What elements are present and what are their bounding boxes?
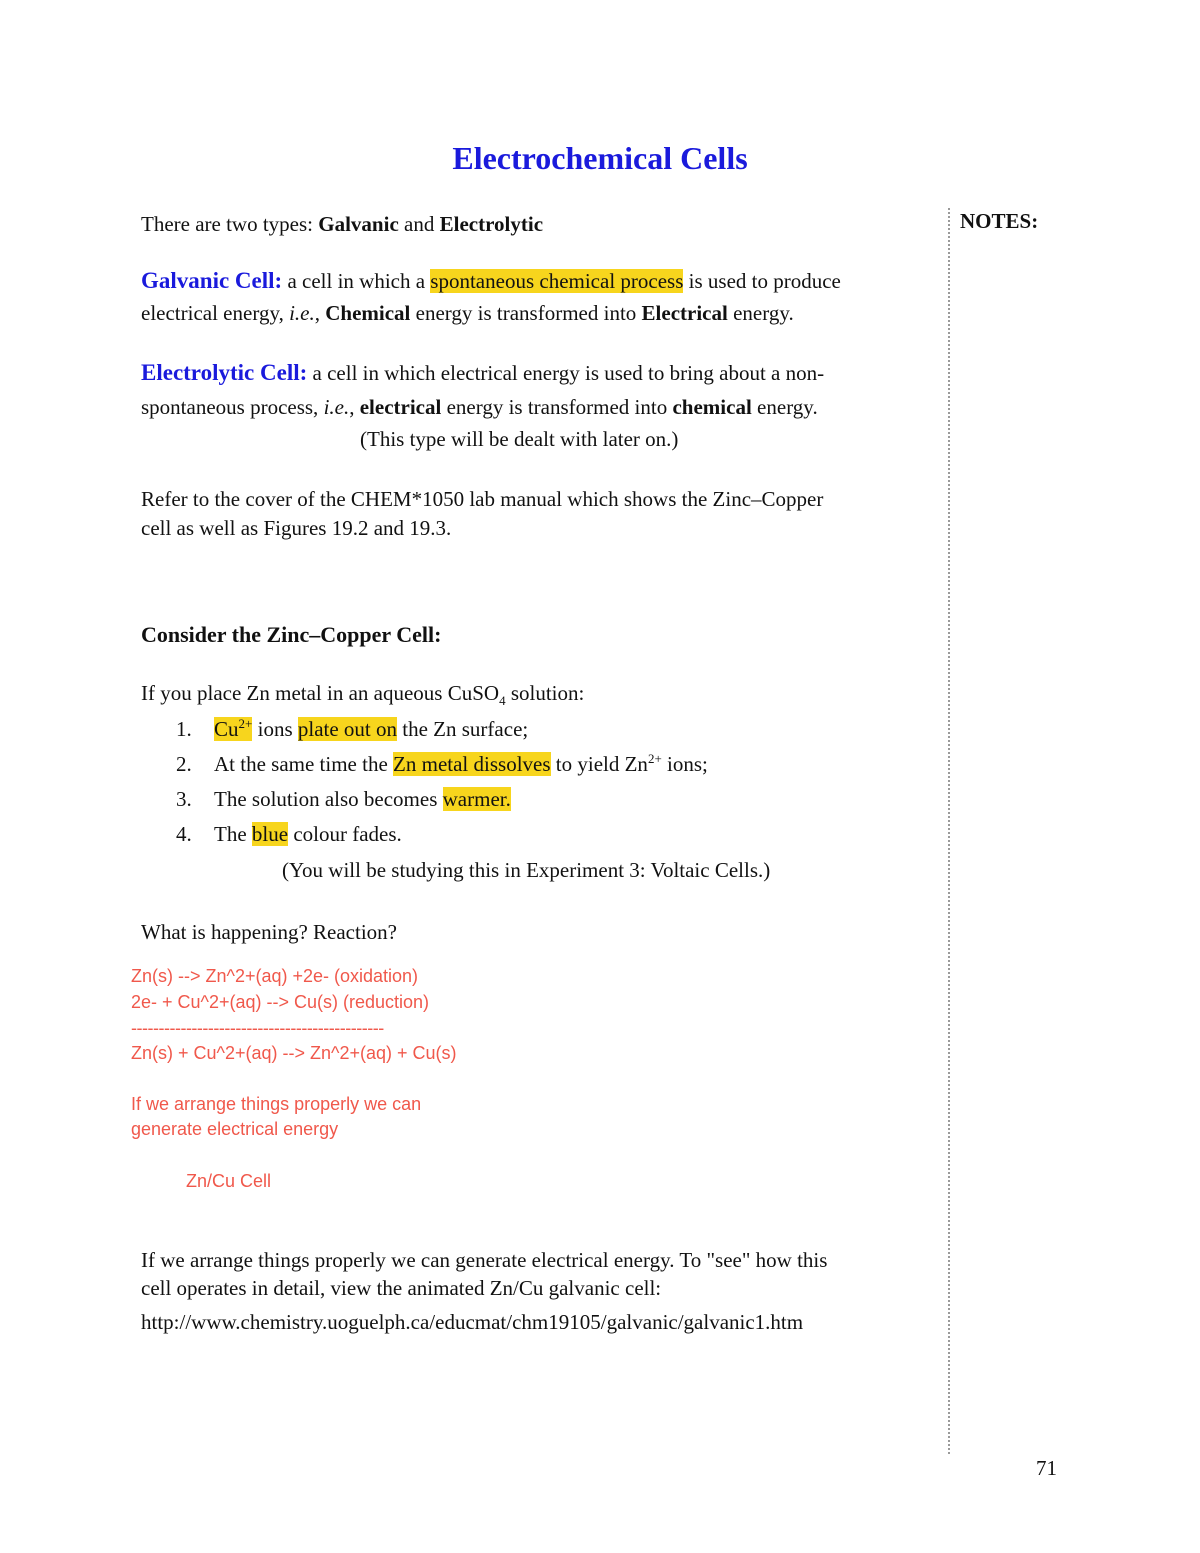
question-line: What is happening? Reaction?	[141, 920, 397, 944]
list-item	[176, 784, 192, 814]
galvanic-pre: a cell in which a	[282, 269, 431, 293]
list-item-text	[214, 749, 708, 779]
electrolytic-term: Electrolytic Cell:	[141, 360, 308, 385]
electrolytic-line1: a cell in which electrical energy is used to bring about a non-	[307, 361, 825, 385]
list-item	[176, 819, 192, 849]
galvanic-comma: ,	[314, 301, 326, 325]
notes-label: NOTES:	[960, 209, 1039, 233]
list-2-pre: At the same time the	[214, 752, 394, 776]
list-1-mid: ions	[252, 717, 298, 741]
electrolytic-bold-chemical: chemical	[672, 395, 752, 419]
list-number: 2.	[176, 752, 192, 776]
electrolytic-end: energy.	[751, 395, 818, 419]
list-1-highlight-plate: plate out on	[297, 717, 398, 741]
list-item	[176, 714, 192, 744]
galvanic-bold-chemical: Chemical	[325, 301, 411, 325]
electrolytic-mid: energy is transformed into	[441, 395, 673, 419]
consider-bold: Zinc–Copper Cell:	[266, 622, 442, 647]
galvanic-term: Galvanic Cell:	[141, 268, 283, 293]
electrolytic-bold-electrical: electrical	[359, 395, 442, 419]
place-pre: If you place Zn metal in an aqueous CuSO	[141, 681, 500, 705]
consider-pre: Consider the	[141, 622, 267, 647]
list-3-highlight: warmer.	[442, 787, 511, 811]
galvanic-highlight: spontaneous chemical process	[430, 269, 684, 293]
electrolytic-ie: i.e.	[323, 395, 350, 419]
list-number: 4.	[176, 822, 192, 846]
electrolytic-comma: ,	[349, 395, 360, 419]
list-2-highlight: Zn metal dissolves	[393, 752, 551, 776]
intro-prefix: There are two types:	[141, 212, 319, 236]
list-item-text	[214, 714, 528, 744]
red-note-line-1: If we arrange things properly we can	[131, 1094, 422, 1114]
intro-line	[141, 209, 543, 239]
electrolytic-line-1	[141, 358, 824, 388]
list-2-sup: 2+	[647, 751, 662, 766]
list-2-end: ions;	[661, 752, 708, 776]
electrolytic-line2-pre: spontaneous process,	[141, 395, 324, 419]
galvanic-line-2	[141, 298, 794, 328]
list-4-pre: The	[214, 822, 252, 846]
galvanic-end: energy.	[727, 301, 794, 325]
experiment-note: (You will be studying this in Experiment 3: Voltaic Cells.)	[282, 858, 771, 882]
galvanic-post: is used to produce	[683, 269, 841, 293]
intro-type-galvanic: Galvanic	[318, 212, 399, 236]
page-title: Electrochemical Cells	[452, 140, 748, 176]
closing-line-2: cell operates in detail, view the animated Zn/Cu galvanic cell:	[141, 1276, 662, 1300]
list-3-pre: The solution also becomes	[214, 787, 443, 811]
list-4-highlight: blue	[251, 822, 289, 846]
equation-oxidation: Zn(s) --> Zn^2+(aq) +2e- (oxidation)	[131, 966, 419, 986]
equation-reduction: 2e- + Cu^2+(aq) --> Cu(s) (reduction)	[131, 992, 430, 1012]
list-item-text	[214, 819, 402, 849]
list-number: 1.	[176, 717, 192, 741]
list-2-post: to yield Zn	[550, 752, 648, 776]
galvanic-bold-electrical: Electrical	[641, 301, 728, 325]
intro-type-electrolytic: Electrolytic	[439, 212, 544, 236]
refer-line-1: Refer to the cover of the CHEM*1050 lab manual which shows the Zinc–Copper	[141, 487, 824, 511]
electrolytic-note: (This type will be dealt with later on.)	[360, 427, 679, 451]
place-line	[141, 678, 584, 708]
notes-divider	[948, 208, 950, 1454]
closing-url: http://www.chemistry.uoguelph.ca/educmat/chm19105/galvanic/galvanic1.htm	[141, 1310, 804, 1334]
equation-rule: ----------------------------------------------	[131, 1018, 384, 1038]
list-number: 3.	[176, 787, 192, 811]
list-item	[176, 749, 192, 779]
intro-and: and	[398, 212, 440, 236]
galvanic-mid: energy is transformed into	[410, 301, 642, 325]
list-1-post: the Zn surface;	[397, 717, 529, 741]
place-post: solution:	[505, 681, 585, 705]
galvanic-ie: i.e.	[289, 301, 315, 325]
list-item-text	[214, 784, 511, 814]
galvanic-line2-pre: electrical energy,	[141, 301, 290, 325]
closing-line-1: If we arrange things properly we can generate electrical energy. To "see" how this	[141, 1248, 828, 1272]
refer-line-2: cell as well as Figures 19.2 and 19.3.	[141, 516, 452, 540]
page-number: 71	[1036, 1456, 1057, 1480]
consider-heading	[141, 622, 441, 648]
equation-overall: Zn(s) + Cu^2+(aq) --> Zn^2+(aq) + Cu(s)	[131, 1043, 457, 1063]
electrolytic-line-2	[141, 392, 818, 422]
list-4-post: colour fades.	[288, 822, 402, 846]
place-sub: 4	[499, 693, 506, 709]
list-1-highlight-cu: $Cu^{2+}$	[214, 716, 253, 741]
red-cell-label: Zn/Cu Cell	[186, 1171, 272, 1191]
galvanic-line-1	[141, 266, 841, 296]
red-note-line-2: generate electrical energy	[131, 1119, 339, 1139]
